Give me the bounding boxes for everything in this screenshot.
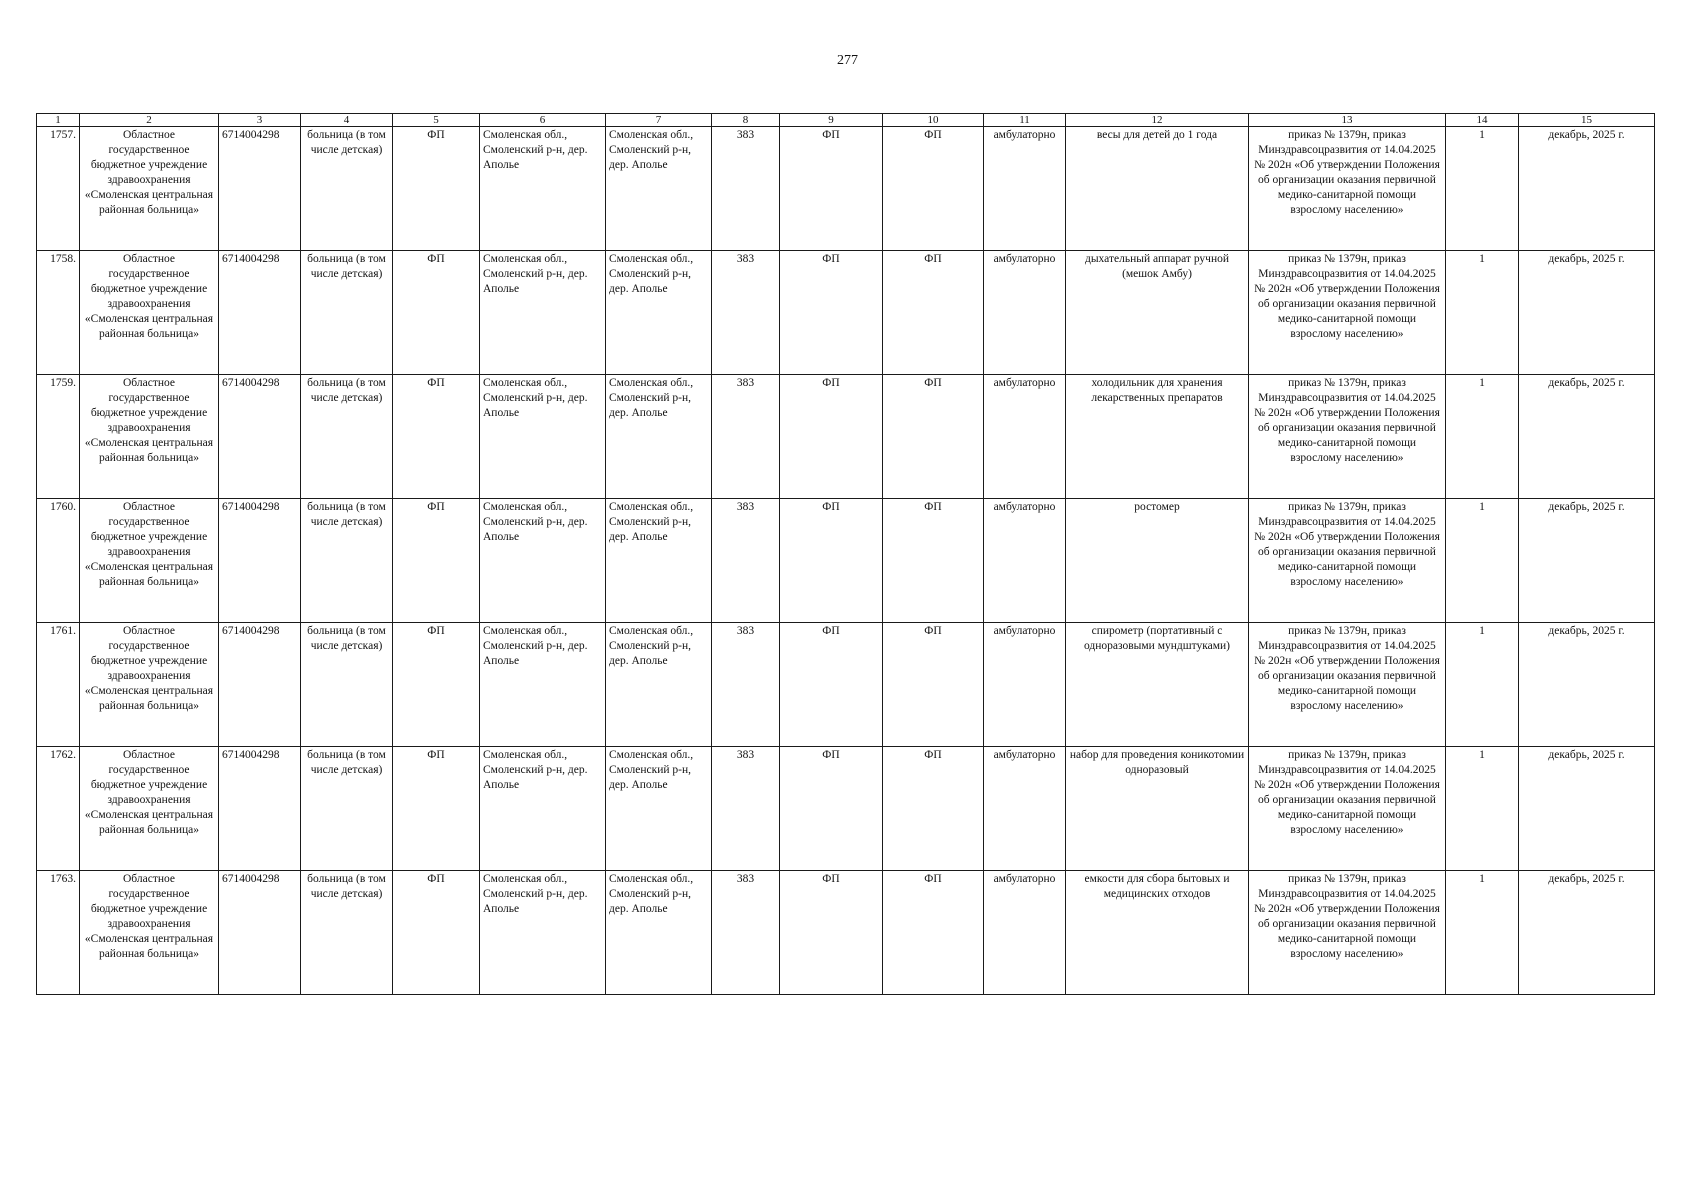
- care-form: амбулаторно: [984, 747, 1066, 871]
- row-number: 1760.: [37, 499, 80, 623]
- equipment-name: весы для детей до 1 года: [1066, 127, 1249, 251]
- cell-col9: ФП: [780, 375, 883, 499]
- header-row: [37, 114, 1655, 127]
- address: Смоленская обл., Смоленский р-н, дер. Аполье: [480, 871, 606, 995]
- column-number: 1: [37, 114, 80, 127]
- care-form: амбулаторно: [984, 127, 1066, 251]
- column-number: 15: [1519, 114, 1655, 127]
- cell-col5: ФП: [393, 871, 480, 995]
- facility-type: больница (в том числе детская): [301, 499, 393, 623]
- column-number: 3: [219, 114, 301, 127]
- legal-basis: приказ № 1379н, приказ Минздравсоцразвития от 14.04.2025 № 202н «Об утверждении Положения об организации оказания первичной медико-санитарной помощи взрослому населению»: [1249, 375, 1446, 499]
- delivery-date: декабрь, 2025 г.: [1519, 623, 1655, 747]
- equipment-name: холодильник для хранения лекарственных препаратов: [1066, 375, 1249, 499]
- address-actual: Смоленская обл., Смоленский р-н, дер. Аполье: [606, 375, 712, 499]
- equipment-name: емкости для сбора бытовых и медицинских отходов: [1066, 871, 1249, 995]
- row-number: 1758.: [37, 251, 80, 375]
- register-table: [36, 113, 1655, 995]
- cell-col8: 383: [712, 375, 780, 499]
- table-row: [37, 499, 1655, 623]
- column-number: 11: [984, 114, 1066, 127]
- care-form: амбулаторно: [984, 871, 1066, 995]
- cell-col10: ФП: [883, 623, 984, 747]
- cell-col10: ФП: [883, 127, 984, 251]
- care-form: амбулаторно: [984, 623, 1066, 747]
- cell-col8: 383: [712, 499, 780, 623]
- table-row: [37, 747, 1655, 871]
- organization-name: Областное государственное бюджетное учреждение здравоохранения «Смоленская центральная районная больница»: [80, 499, 219, 623]
- address-actual: Смоленская обл., Смоленский р-н, дер. Аполье: [606, 251, 712, 375]
- table-row: [37, 251, 1655, 375]
- facility-type: больница (в том числе детская): [301, 747, 393, 871]
- column-number-header: [37, 114, 1655, 127]
- care-form: амбулаторно: [984, 375, 1066, 499]
- quantity: 1: [1446, 871, 1519, 995]
- column-number: 14: [1446, 114, 1519, 127]
- equipment-name: набор для проведения коникотомии одноразовый: [1066, 747, 1249, 871]
- cell-col9: ФП: [780, 251, 883, 375]
- row-number: 1759.: [37, 375, 80, 499]
- cell-col10: ФП: [883, 871, 984, 995]
- organization-name: Областное государственное бюджетное учреждение здравоохранения «Смоленская центральная районная больница»: [80, 623, 219, 747]
- cell-col5: ФП: [393, 623, 480, 747]
- care-form: амбулаторно: [984, 499, 1066, 623]
- delivery-date: декабрь, 2025 г.: [1519, 375, 1655, 499]
- column-number: 6: [480, 114, 606, 127]
- delivery-date: декабрь, 2025 г.: [1519, 747, 1655, 871]
- column-number: 9: [780, 114, 883, 127]
- facility-type: больница (в том числе детская): [301, 127, 393, 251]
- table-row: [37, 871, 1655, 995]
- equipment-name: ростомер: [1066, 499, 1249, 623]
- address: Смоленская обл., Смоленский р-н, дер. Аполье: [480, 251, 606, 375]
- address: Смоленская обл., Смоленский р-н, дер. Аполье: [480, 747, 606, 871]
- facility-type: больница (в том числе детская): [301, 251, 393, 375]
- table-row: [37, 127, 1655, 251]
- organization-name: Областное государственное бюджетное учреждение здравоохранения «Смоленская центральная районная больница»: [80, 251, 219, 375]
- equipment-name: дыхательный аппарат ручной (мешок Амбу): [1066, 251, 1249, 375]
- organization-name: Областное государственное бюджетное учреждение здравоохранения «Смоленская центральная районная больница»: [80, 871, 219, 995]
- inn: 6714004298: [219, 127, 301, 251]
- column-number: 2: [80, 114, 219, 127]
- cell-col5: ФП: [393, 499, 480, 623]
- address-actual: Смоленская обл., Смоленский р-н, дер. Аполье: [606, 623, 712, 747]
- column-number: 13: [1249, 114, 1446, 127]
- row-number: 1762.: [37, 747, 80, 871]
- inn: 6714004298: [219, 871, 301, 995]
- legal-basis: приказ № 1379н, приказ Минздравсоцразвития от 14.04.2025 № 202н «Об утверждении Положения об организации оказания первичной медико-санитарной помощи взрослому населению»: [1249, 251, 1446, 375]
- cell-col5: ФП: [393, 127, 480, 251]
- organization-name: Областное государственное бюджетное учреждение здравоохранения «Смоленская центральная районная больница»: [80, 127, 219, 251]
- quantity: 1: [1446, 127, 1519, 251]
- cell-col9: ФП: [780, 623, 883, 747]
- quantity: 1: [1446, 747, 1519, 871]
- column-number: 4: [301, 114, 393, 127]
- table-row: [37, 375, 1655, 499]
- address-actual: Смоленская обл., Смоленский р-н, дер. Аполье: [606, 499, 712, 623]
- column-number: 8: [712, 114, 780, 127]
- address: Смоленская обл., Смоленский р-н, дер. Аполье: [480, 375, 606, 499]
- cell-col5: ФП: [393, 251, 480, 375]
- cell-col10: ФП: [883, 499, 984, 623]
- delivery-date: декабрь, 2025 г.: [1519, 251, 1655, 375]
- inn: 6714004298: [219, 375, 301, 499]
- facility-type: больница (в том числе детская): [301, 375, 393, 499]
- facility-type: больница (в том числе детская): [301, 871, 393, 995]
- cell-col10: ФП: [883, 747, 984, 871]
- delivery-date: декабрь, 2025 г.: [1519, 127, 1655, 251]
- inn: 6714004298: [219, 251, 301, 375]
- facility-type: больница (в том числе детская): [301, 623, 393, 747]
- column-number: 5: [393, 114, 480, 127]
- address: Смоленская обл., Смоленский р-н, дер. Аполье: [480, 623, 606, 747]
- quantity: 1: [1446, 499, 1519, 623]
- organization-name: Областное государственное бюджетное учреждение здравоохранения «Смоленская центральная районная больница»: [80, 747, 219, 871]
- cell-col5: ФП: [393, 747, 480, 871]
- cell-col8: 383: [712, 623, 780, 747]
- address-actual: Смоленская обл., Смоленский р-н, дер. Аполье: [606, 127, 712, 251]
- legal-basis: приказ № 1379н, приказ Минздравсоцразвития от 14.04.2025 № 202н «Об утверждении Положения об организации оказания первичной медико-санитарной помощи взрослому населению»: [1249, 499, 1446, 623]
- legal-basis: приказ № 1379н, приказ Минздравсоцразвития от 14.04.2025 № 202н «Об утверждении Положения об организации оказания первичной медико-санитарной помощи взрослому населению»: [1249, 623, 1446, 747]
- cell-col8: 383: [712, 871, 780, 995]
- column-number: 7: [606, 114, 712, 127]
- delivery-date: декабрь, 2025 г.: [1519, 499, 1655, 623]
- organization-name: Областное государственное бюджетное учреждение здравоохранения «Смоленская центральная районная больница»: [80, 375, 219, 499]
- address: Смоленская обл., Смоленский р-н, дер. Аполье: [480, 499, 606, 623]
- cell-col9: ФП: [780, 747, 883, 871]
- address: Смоленская обл., Смоленский р-н, дер. Аполье: [480, 127, 606, 251]
- address-actual: Смоленская обл., Смоленский р-н, дер. Аполье: [606, 871, 712, 995]
- cell-col8: 383: [712, 127, 780, 251]
- row-number: 1761.: [37, 623, 80, 747]
- quantity: 1: [1446, 623, 1519, 747]
- row-number: 1763.: [37, 871, 80, 995]
- row-number: 1757.: [37, 127, 80, 251]
- quantity: 1: [1446, 375, 1519, 499]
- inn: 6714004298: [219, 623, 301, 747]
- cell-col8: 383: [712, 251, 780, 375]
- address-actual: Смоленская обл., Смоленский р-н, дер. Аполье: [606, 747, 712, 871]
- cell-col10: ФП: [883, 375, 984, 499]
- cell-col9: ФП: [780, 127, 883, 251]
- page-number: 277: [837, 53, 858, 68]
- cell-col10: ФП: [883, 251, 984, 375]
- equipment-name: спирометр (портативный с одноразовыми мундштуками): [1066, 623, 1249, 747]
- legal-basis: приказ № 1379н, приказ Минздравсоцразвития от 14.04.2025 № 202н «Об утверждении Положения об организации оказания первичной медико-санитарной помощи взрослому населению»: [1249, 127, 1446, 251]
- cell-col9: ФП: [780, 499, 883, 623]
- legal-basis: приказ № 1379н, приказ Минздравсоцразвития от 14.04.2025 № 202н «Об утверждении Положения об организации оказания первичной медико-санитарной помощи взрослому населению»: [1249, 871, 1446, 995]
- cell-col5: ФП: [393, 375, 480, 499]
- quantity: 1: [1446, 251, 1519, 375]
- column-number: 12: [1066, 114, 1249, 127]
- legal-basis: приказ № 1379н, приказ Минздравсоцразвития от 14.04.2025 № 202н «Об утверждении Положения об организации оказания первичной медико-санитарной помощи взрослому населению»: [1249, 747, 1446, 871]
- care-form: амбулаторно: [984, 251, 1066, 375]
- table-row: [37, 623, 1655, 747]
- inn: 6714004298: [219, 747, 301, 871]
- inn: 6714004298: [219, 499, 301, 623]
- cell-col9: ФП: [780, 871, 883, 995]
- column-number: 10: [883, 114, 984, 127]
- delivery-date: декабрь, 2025 г.: [1519, 871, 1655, 995]
- cell-col8: 383: [712, 747, 780, 871]
